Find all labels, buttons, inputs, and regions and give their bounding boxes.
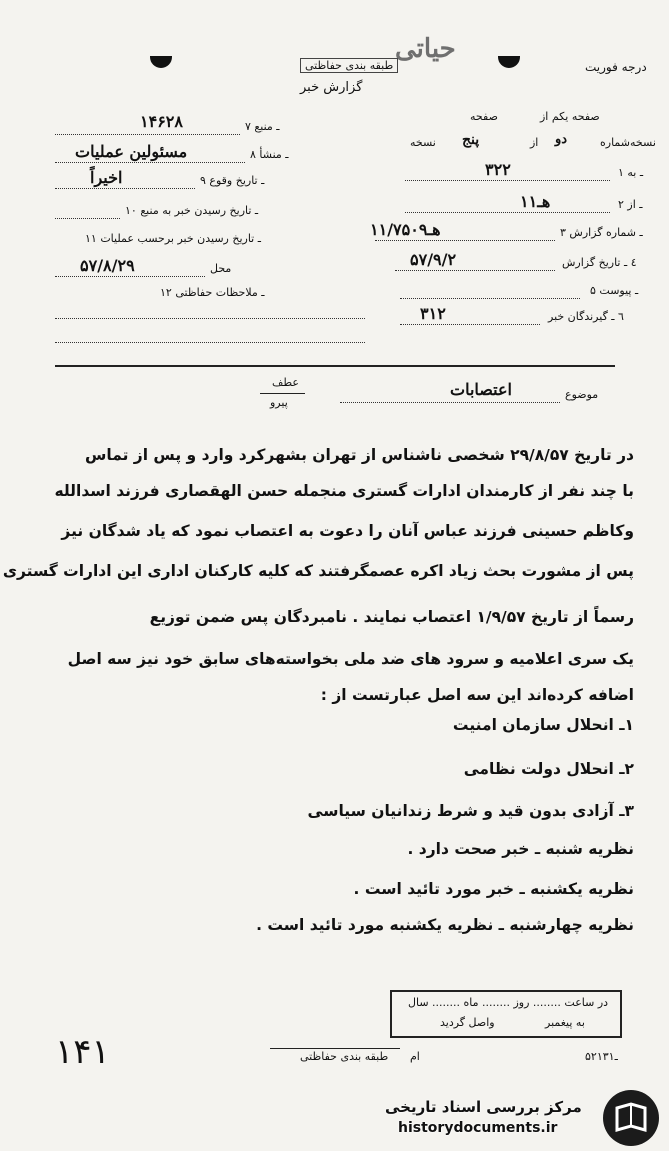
body-line: اضافه کرده‌اند این سه اصل عبارتست از : <box>320 686 634 704</box>
security-notes-label: ۱۲ ـ ملاحظات حفاظتی <box>160 286 265 299</box>
header-divider <box>55 365 615 367</box>
handwritten-page-number: ۱۴۱ <box>55 1032 110 1072</box>
copy-number-label: نسخه‌شماره <box>600 136 656 149</box>
body-line: با چند نفر از کارمندان ادارات گستری منجمله حسن الهقصاری فرزند اسدالله <box>54 482 634 500</box>
body-line: ۲ـ انحلال دولت نظامی <box>463 760 634 778</box>
date-received-ops-label: ۱۱ ـ تاریخ رسیدن خبر برحسب عملیات <box>85 232 261 245</box>
body-line: ۱ـ انحلال سازمان امنیت <box>452 716 634 734</box>
receipt-line1: در ساعت ........ روز ........ ماه ........ سال <box>408 996 609 1009</box>
watermark-logo <box>603 1090 659 1146</box>
body-line: پس از مشورت بحث زیاد اکره عصمگرفتند که کلیه کارکنان اداری این ادارات گستری <box>2 562 634 580</box>
place-value: ۵۷/۸/۲۹ <box>80 256 135 275</box>
source-label: ۷ ـ منبع <box>245 120 280 133</box>
punch-hole-right <box>498 56 520 68</box>
subject-label: موضوع <box>565 388 599 401</box>
copy-number-value: دو <box>555 132 568 147</box>
classification-stamp: حیاتی <box>395 34 456 64</box>
footer-prefix: ام <box>410 1050 420 1063</box>
recipients-value: ۳۱۲ <box>420 304 446 323</box>
body-line: در تاریخ ۲۹/۸/۵۷ شخصی ناشناس از تهران بشهرکرد وارد و پس از تماس <box>84 446 634 464</box>
body-line: ۳ـ آزادی بدون قید و شرط زندانیان سیاسی <box>307 802 634 820</box>
source-value: ۱۴۶۲۸ <box>140 112 183 131</box>
reference-label: عطف <box>272 376 299 389</box>
copy-total-value: پنج <box>462 132 480 148</box>
date-received-source-label: ۱۰ ـ تاریخ رسیدن خبر به منبع <box>125 204 259 217</box>
followup-label: پیرو <box>270 396 288 409</box>
form-code: ۵۲ـ۱۳۱ <box>585 1050 618 1063</box>
from-value: ۱۱هـ <box>520 192 551 211</box>
footer-line <box>270 1048 400 1049</box>
attachment-label: ۵ ـ پیوست <box>590 284 639 297</box>
reference-divider <box>260 393 305 394</box>
report-number-value: ۱۱/۷۵۰۹هـ <box>370 220 441 239</box>
receipt-received-label: واصل گردید <box>440 1016 495 1029</box>
occurrence-date-value: اخیراً <box>90 168 123 187</box>
subject-value: اعتصابات <box>450 380 512 399</box>
watermark-title: مرکز بررسی اسناد تاریخی <box>385 1098 582 1116</box>
footer-classification: طبقه بندی حفاظتی <box>300 1050 389 1063</box>
report-date-label: ٤ ـ تاریخ گزارش <box>562 256 637 269</box>
classification-top: طبقه بندی حفاظتی <box>300 58 398 73</box>
body-line: یک سری اعلامیه و سرود های ضد ملی بخواسته‌های سابق خود نیز سه اصل <box>67 650 634 668</box>
body-line: نظریه شنبه ـ خبر صحت دارد . <box>407 840 634 858</box>
place-label: محل <box>210 262 232 275</box>
body-line: وکاظم حسینی فرزند عباس آنان را دعوت به اعتصاب نمود که یاد شدگان نیز <box>61 522 634 540</box>
report-date-value: ۵۷/۹/۲ <box>410 250 457 269</box>
to-value: ۳۲۲ <box>485 160 511 179</box>
report-number-label: ۳ ـ شماره گزارش <box>560 226 643 239</box>
body-line: رسماً از تاریخ ۱/۹/۵۷ اعتصاب نمایند . نامبردگان پس ضمن توزیع <box>149 608 634 626</box>
book-icon <box>603 1090 659 1146</box>
priority-label: درجه فوریت <box>585 60 647 74</box>
origin-label: ۸ ـ منشأ <box>250 148 289 161</box>
page-suffix: صفحه <box>470 110 498 123</box>
body-line: نظریه چهارشنبه ـ نظریه یکشنبه مورد تائید است . <box>256 916 634 934</box>
to-label: ۱ ـ به <box>618 166 644 179</box>
watermark-url: historydocuments.ir <box>398 1120 558 1136</box>
page-of-label: صفحه یکم از <box>540 110 600 123</box>
receipt-to-label: به پیغمبر <box>545 1016 585 1029</box>
occurrence-date-label: ۹ ـ تاریخ وقوع <box>200 174 265 187</box>
recipients-label: ٦ ـ گیرندگان خبر <box>548 310 624 323</box>
punch-hole-left <box>150 56 172 68</box>
body-line: نظریه یکشنبه ـ خبر مورد تائید است . <box>353 880 634 898</box>
origin-value: مسئولین عملیات <box>75 142 188 161</box>
copy-of-label: از <box>530 136 539 149</box>
report-title: گزارش خبر <box>300 80 363 95</box>
copy-suffix: نسخه <box>410 136 436 149</box>
from-label: ۲ ـ از <box>618 198 643 211</box>
